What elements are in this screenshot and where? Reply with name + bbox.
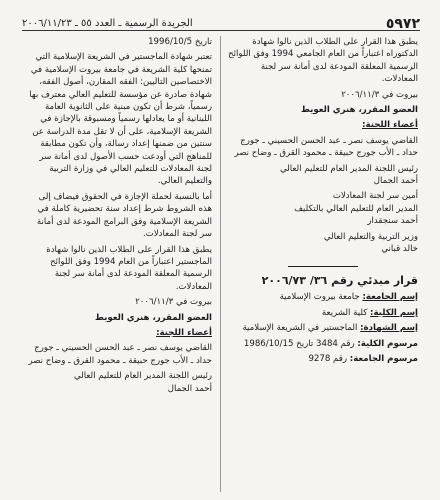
degree-label: إسم الشهادة: (360, 323, 418, 334)
decision-body: تعتبر شهادة الماجستير في الشريعة الإسلامية التي تمنحها كلية الشريعة في جامعة بيروت الإسلامية في الاختصاصين التاليين: الفقه المقارن، أصول الفقه، شهادة صادرة عن مؤسسة للتعليم العالي معترف بها رسمياً، شرط أن تكون مبنية على الثانوية العامة اللبنانية أو ما يعادلها رسمياً ومسبوقة بالإجازة في الشريعة الإسلامية، على أن لا تقل مدة الدراسة عن سنتين من ضمنها إعداد رسالة، وأن تكون مطابقة للمناهج التي أودعت حسب الأصول لدى أمانة سر لجنة المعادلات للتعليم العالي في وزارة التربية والتعليم العالي. (29, 52, 212, 187)
faculty-decree-label: مرسوم الكلية: (357, 338, 418, 349)
right-column (228, 36, 418, 496)
decree-date-line: تاريخ 1996/10/5 (148, 37, 212, 47)
secretary-label: أمين سر لجنة المعادلات (332, 191, 418, 202)
section-separator (228, 259, 418, 271)
university-label: إسم الجامعة: (362, 292, 418, 303)
faculty-decree-value: رقم 3484 تاريخ 1986/10/15 (243, 338, 355, 349)
column-divider (220, 36, 221, 492)
rapporteur-left: العضو المقرر، هنري العويط (94, 312, 212, 323)
signing-date: بيروت في ٢٠٠٦/١١/٣ (341, 89, 418, 100)
minister-label: وزير التربية والتعليم العالي (323, 231, 418, 242)
committee-chair-left: رئيس اللجنة المدير العام للتعليم العالي (74, 371, 212, 382)
committee-heading: أعضاء اللجنة: (362, 120, 418, 131)
committee-heading-left: أعضاء اللجنة: (156, 327, 212, 338)
signing-date-left: بيروت في ٢٠٠٦/١١/٣ (135, 297, 212, 308)
gazette-header (22, 12, 420, 31)
applicability-paragraph: يطبق هذا القرار على الطلاب الذين نالوا شهادة الماجستير اعتباراً من العام 1994 وفق اللوائح الرسمية المعلقة المودعة لدى أمانة سر لجنة المعادلات. (46, 244, 212, 292)
decision-title: قرار مبدئي رقم ٣٦/ ٢٠٠٦/٧٣ (261, 273, 418, 287)
degree-value: الماجستير في الشريعة الإسلامية (242, 323, 358, 334)
committee-members: القاضي يوسف نصر ـ عبد الحسن الحسيني ـ جورج حداد ـ الأب جورج حبيقة ـ محمود القرق ـ وضاح نصر (234, 135, 418, 159)
faculty-value: كلية الشريعة (321, 307, 368, 318)
minister-name: خالد قباني (381, 244, 418, 255)
decision-body-2: أما بالنسبة لحملة الإجازة في الحقوق فيضاف إلى هذه الشروط شرط إعداد سنة تحضيرية كاملة في الشريعة الإسلامية وفق البرامج المودعة لدى أمانة سر لجنة المعادلات. (36, 191, 212, 240)
university-decree-label: مرسوم الجامعة: (349, 353, 418, 364)
director-general-name: أحمد سنجقدار (367, 216, 418, 227)
rapporteur: العضو المقرر، هنري العويط (300, 105, 418, 116)
director-general-label: المدير العام للتعليم العالي بالتكليف (294, 203, 418, 214)
chair-name-left: أحمد الجمال (167, 383, 212, 394)
chair-name: أحمد الجمال (373, 176, 418, 187)
gazette-title: الجريدة الرسمية ـ العدد ٥٥ ـ ٢٠٠٦/١١/٢٣ (22, 18, 193, 29)
left-column (24, 36, 212, 496)
committee-chair: رئيس اللجنة المدير العام للتعليم العالي (280, 163, 418, 174)
university-decree-value: رقم 9278 (308, 353, 348, 364)
committee-members-left: القاضي يوسف نصر ـ عبد الحسن الحسيني ـ جورج حداد ـ الأب جورج حبيقة ـ محمود القرق ـ وضاح نصر (28, 343, 212, 366)
intro-paragraph: يطبق هذا القرار على الطلاب الذين نالوا شهادة الدكتوراه اعتباراً من العام الجامعي 1994 وفق اللوائح الرسمية المعلقة المودعة لدى أمانة سر لجنة المعادلات. (228, 37, 418, 85)
faculty-label: إسم الكلية: (370, 307, 418, 318)
page-number: ٥٩٧٢ (385, 16, 420, 32)
university-value: جامعة بيروت الإسلامية (279, 292, 360, 303)
